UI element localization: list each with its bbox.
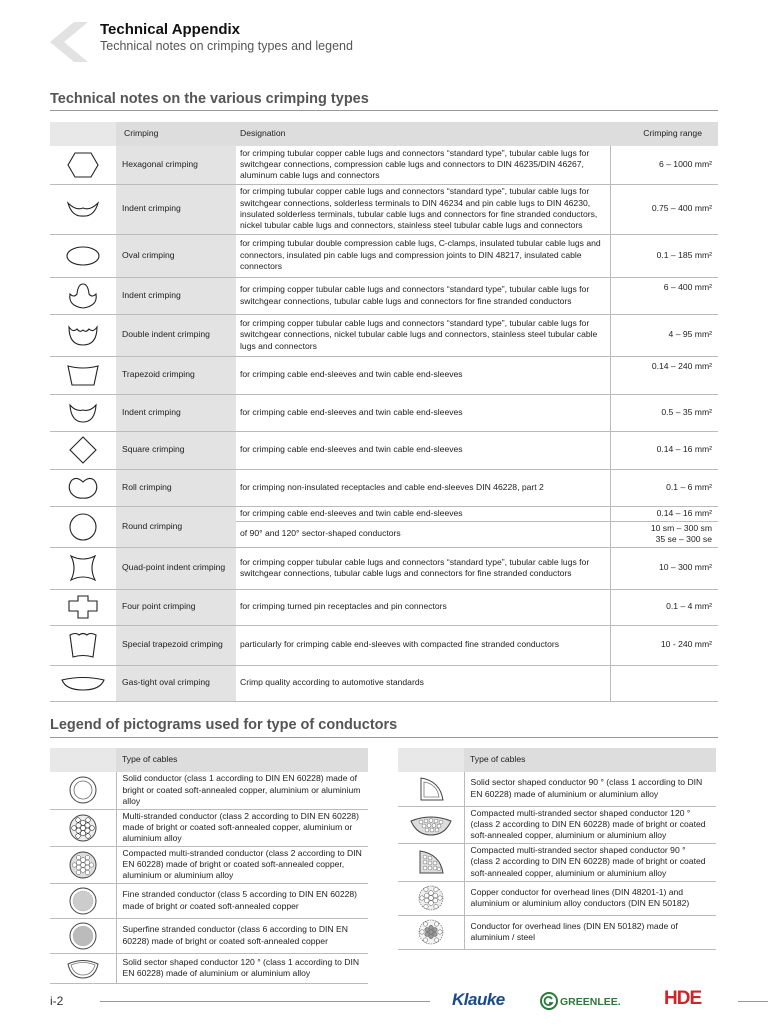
section-divider xyxy=(50,737,718,738)
crimp-range: 4 – 95 mm² xyxy=(610,314,718,356)
gas-tight-oval-crimp-icon xyxy=(60,674,106,692)
list-item xyxy=(398,806,716,843)
klauke-logo: Klauke xyxy=(452,990,505,1009)
crimp-name: Roll crimping xyxy=(116,469,236,506)
header-crimping: Crimping xyxy=(116,122,236,146)
footer-divider xyxy=(100,1001,430,1002)
greenlee-logo-icon xyxy=(540,992,558,1010)
crimp-range: 0.14 – 240 mm² xyxy=(610,356,718,394)
page-header-title: Technical Appendix xyxy=(100,21,241,38)
legend-text: Compacted multi-stranded sector shaped conductor 90 ° (class 2 according to DIN EN 60228) made of bright or coated soft-annealed copper, aluminium or aluminium alloy xyxy=(464,843,716,881)
crimp-range: 6 – 1000 mm² xyxy=(610,146,718,184)
crimp-designation: for crimping cable end-sleeves and twin cable end-sleeves xyxy=(236,506,610,521)
oval-crimp-icon xyxy=(65,245,101,267)
crimp-range: 6 – 400 mm² xyxy=(610,277,718,314)
list-item xyxy=(50,846,368,883)
quad-point-crimp-icon xyxy=(67,552,99,584)
crimp-range: 0.14 – 16 mm² xyxy=(610,506,718,521)
crimp-range: 0.1 – 6 mm² xyxy=(610,469,718,506)
chevron-left-icon xyxy=(44,20,88,64)
table-row xyxy=(50,394,718,431)
overhead-al-steel-conductor-icon xyxy=(416,917,446,947)
double-indent-crimp-icon xyxy=(66,323,100,347)
table-row xyxy=(50,469,718,506)
multi-stranded-conductor-icon xyxy=(67,813,99,843)
superfine-stranded-conductor-icon xyxy=(67,921,99,951)
crimp-range: 10 sm – 300 sm xyxy=(650,522,712,533)
legend-section-title: Legend of pictograms used for type of conductors xyxy=(50,717,398,733)
header-icon-cell xyxy=(50,122,116,146)
crimp-name: Indent crimping xyxy=(116,394,236,431)
crimp-name: Indent crimping xyxy=(116,277,236,314)
header-designation: Designation xyxy=(236,122,610,146)
crimp-designation: for crimping cable end-sleeves and twin cable end-sleeves xyxy=(236,394,610,431)
crimp-name: Oval crimping xyxy=(116,234,236,277)
crimp-designation: for crimping copper tubular cable lugs and connectors “standard type”, tubular cable lugs for switchgear connections, tubular cable lugs and connectors for fine stranded conductors xyxy=(236,547,610,589)
crimp-range: 10 – 300 mm² xyxy=(610,547,718,589)
table-row xyxy=(50,146,718,184)
crimp-range: 0.75 – 400 mm² xyxy=(610,184,718,234)
table-row xyxy=(50,277,718,314)
compacted-sector-120-icon xyxy=(409,813,453,837)
crimping-section-title: Technical notes on the various crimping types xyxy=(50,91,369,107)
crimp-designation: for crimping cable end-sleeves and twin cable end-sleeves xyxy=(236,356,610,394)
list-item xyxy=(398,915,716,949)
square-crimp-icon xyxy=(68,435,98,465)
table-row xyxy=(50,547,718,589)
header-crimping-range: Crimping range xyxy=(610,122,718,146)
indent-crimp-icon xyxy=(66,199,100,219)
trapezoid-crimp-icon xyxy=(66,363,100,387)
greenlee-logo: GREENLEE. xyxy=(560,996,621,1008)
list-item xyxy=(398,843,716,881)
footer-divider xyxy=(738,1001,768,1002)
compacted-multi-stranded-icon xyxy=(67,850,99,880)
list-item xyxy=(398,881,716,915)
crimping-types-table xyxy=(50,122,718,702)
fine-stranded-conductor-icon xyxy=(67,886,99,916)
table-row xyxy=(50,184,718,234)
legend-text: Solid sector shaped conductor 90 ° (class 1 according to DIN EN 60228) made of aluminium or aluminium alloy xyxy=(464,772,716,806)
crimp-designation: for crimping tubular copper cable lugs and connectors “standard type”, tubular cable lugs for switchgear connections, compression cable lugs and connectors to DIN 46235/DIN 46267, aluminum cable lugs and connectors xyxy=(236,146,610,184)
solid-sector-90-icon xyxy=(416,775,446,803)
crimp-designation: for crimping copper tubular cable lugs and connectors “standard type”, tubular cable lugs for switchgear connections, nickel tubular cable lugs and connectors, stainless steel tubular cable lugs and connectors xyxy=(236,314,610,356)
legend-header-type: Type of cables xyxy=(464,748,716,772)
page-number: i-2 xyxy=(50,994,64,1008)
crimp-name: Double indent crimping xyxy=(116,314,236,356)
crimp-name: Special trapezoid crimping xyxy=(116,625,236,665)
solid-conductor-icon xyxy=(67,775,99,805)
crimp-designation: for crimping copper tubular cable lugs and connectors “standard type”, tubular cable lugs for switchgear connections, tubular cable lugs and connectors for fine stranded conductors xyxy=(236,277,610,314)
legend-header-type: Type of cables xyxy=(116,748,368,772)
crimp-name: Square crimping xyxy=(116,431,236,469)
crimp-designation: for crimping non-insulated receptacles and cable end-sleeves DIN 46228, part 2 xyxy=(236,469,610,506)
table-row xyxy=(50,625,718,665)
crimp-range: 10 - 240 mm² xyxy=(610,625,718,665)
crimp-range: 0.14 – 16 mm² xyxy=(610,431,718,469)
list-item xyxy=(398,772,716,806)
special-trapezoid-crimp-icon xyxy=(67,630,99,660)
crimp-name: Gas-tight oval crimping xyxy=(116,665,236,701)
legend-text: Solid conductor (class 1 according to DIN EN 60228) made of bright or coated soft-annealed copper, aluminium or aluminium alloy xyxy=(116,772,368,809)
crimp-name: Quad-point indent crimping xyxy=(116,547,236,589)
indent-crimp-3-icon xyxy=(68,402,98,424)
crimp-range xyxy=(610,665,718,701)
conductor-legend-left xyxy=(50,748,368,984)
indent-crimp-2-icon xyxy=(66,282,100,310)
crimp-name: Four point crimping xyxy=(116,589,236,625)
crimp-range: 0.1 – 185 mm² xyxy=(610,234,718,277)
crimp-designation: for crimping tubular copper cable lugs and connectors “standard type”, tubular cable lugs for switchgear connections, solderless terminals to DIN 46234 and pin cable lugs to DIN 46230, insulated solderless terminals, tubular cable lugs and connectors for fine stranded conductors, nickel tubular cable lugs and connectors, stainless steel tubular cable lugs and connectors xyxy=(236,184,610,234)
table-row xyxy=(50,356,718,394)
roll-crimp-icon xyxy=(67,476,99,500)
list-item xyxy=(50,772,368,809)
page-header-subtitle: Technical notes on crimping types and legend xyxy=(100,39,353,53)
list-item xyxy=(50,883,368,918)
crimp-designation: particularly for crimping cable end-sleeves with compacted fine stranded conductors xyxy=(236,625,610,665)
table-row xyxy=(50,234,718,277)
crimp-designation: of 90° and 120° sector-shaped conductors xyxy=(236,521,610,547)
hexagon-crimp-icon xyxy=(66,151,100,179)
legend-text: Superfine stranded conductor (class 6 according to DIN EN 60228) made of bright or coated soft-annealed copper xyxy=(116,918,368,953)
list-item xyxy=(50,953,368,983)
solid-sector-120-icon xyxy=(65,957,101,979)
table-row xyxy=(50,589,718,625)
compacted-sector-90-icon xyxy=(416,848,446,876)
crimp-name: Round crimping xyxy=(116,506,236,547)
round-crimp-icon xyxy=(68,512,98,542)
crimp-range: 0.1 – 4 mm² xyxy=(610,589,718,625)
list-item xyxy=(50,918,368,953)
crimp-range: 0.5 – 35 mm² xyxy=(610,394,718,431)
conductor-legend-right xyxy=(398,748,716,950)
legend-text: Multi-stranded conductor (class 2 according to DIN EN 60228) made of bright or coated soft-annealed copper, aluminium or aluminium alloy xyxy=(116,809,368,846)
crimp-designation: for crimping turned pin receptacles and pin connectors xyxy=(236,589,610,625)
crimp-designation: for crimping cable end-sleeves and twin cable end-sleeves xyxy=(236,431,610,469)
legend-text: Copper conductor for overhead lines (DIN 48201-1) and aluminium or aluminium alloy conductors (DIN EN 50182) xyxy=(464,881,716,915)
legend-text: Compacted multi-stranded sector shaped conductor 120 ° (class 2 according to DIN EN 60228) made of bright or coated soft-annealed copper, aluminium or aluminium alloy xyxy=(464,806,716,843)
legend-text: Fine stranded conductor (class 5 according to DIN EN 60228) made of bright or coated soft-annealed copper xyxy=(116,883,368,918)
section-divider xyxy=(50,110,718,111)
crimp-range: 35 se – 300 se xyxy=(655,534,712,544)
legend-text: Solid sector shaped conductor 120 ° (class 1 according to DIN EN 60228) made of aluminium or aluminium alloy xyxy=(116,953,368,983)
crimp-designation: Crimp quality according to automotive standards xyxy=(236,665,610,701)
list-item xyxy=(50,809,368,846)
crimp-name: Indent crimping xyxy=(116,184,236,234)
crimp-designation: for crimping tubular double compression cable lugs, C-clamps, insulated tubular cable lugs and connectors, insulated pin cable lugs and compression joints to DIN 48217, insulated cable connectors xyxy=(236,234,610,277)
overhead-copper-conductor-icon xyxy=(416,883,446,913)
legend-text: Compacted multi-stranded conductor (class 2 according to DIN EN 60228) made of bright or coated soft-annealed copper, aluminium or aluminium alloy xyxy=(116,846,368,883)
table-row xyxy=(50,665,718,701)
table-row xyxy=(50,431,718,469)
four-point-crimp-icon xyxy=(66,593,100,621)
crimp-name: Trapezoid crimping xyxy=(116,356,236,394)
hde-logo: HDE xyxy=(664,988,702,1009)
table-row xyxy=(50,314,718,356)
table-row xyxy=(50,506,718,521)
legend-text: Conductor for overhead lines (DIN EN 50182) made of aluminium / steel xyxy=(464,915,716,949)
crimp-name: Hexagonal crimping xyxy=(116,146,236,184)
